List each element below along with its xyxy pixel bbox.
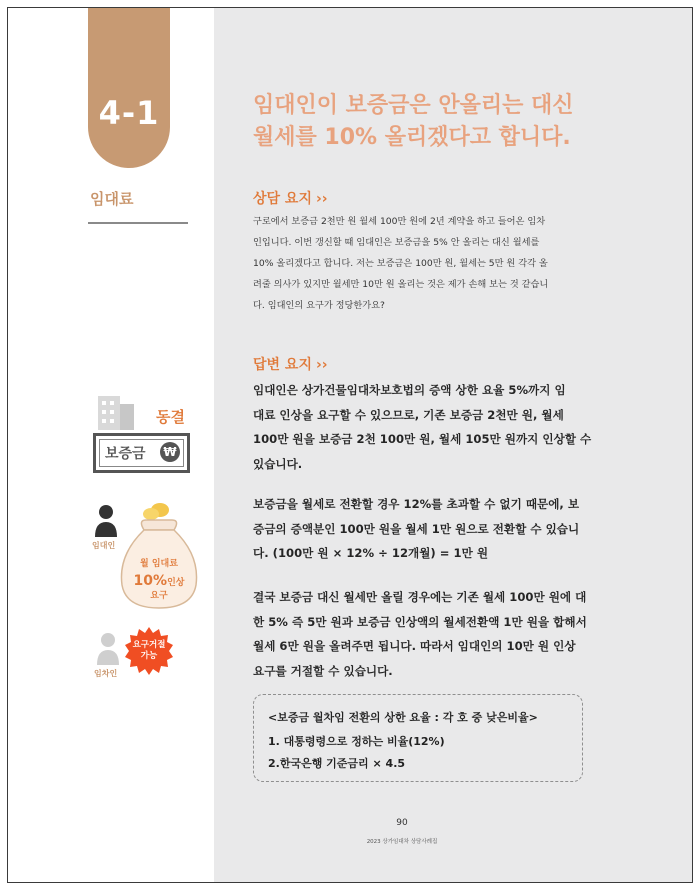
bag-label-line1: 월 임대료 xyxy=(140,559,178,569)
consult-line: 려줄 의사가 있지만 월세만 10만 원 올리는 것은 제가 손해 보는 것 같습니 xyxy=(253,279,549,290)
section-divider xyxy=(88,222,188,224)
notice-item-1: 1. 대통령령으로 정하는 비율(12%) xyxy=(268,735,445,748)
deposit-note-label: 보증금 xyxy=(105,446,146,462)
chapter-number: 4-1 xyxy=(98,94,160,132)
landlord-person-icon xyxy=(94,504,118,538)
answer-heading-text: 답변 요지 xyxy=(253,357,312,373)
bag-label-line3: 요구 xyxy=(150,591,168,601)
notice-box xyxy=(253,694,583,782)
answer-line: 있습니다. xyxy=(253,456,303,471)
answer-line: 임대인은 상가건물임대차보호법의 증액 상한 요율 5%까지 임 xyxy=(253,383,566,397)
badge-line1: 요구거절 xyxy=(132,640,166,650)
notice-item-2: 2.한국은행 기준금리 × 4.5 xyxy=(268,757,406,770)
tenant-person-icon xyxy=(96,632,120,666)
consult-line: 인입니다. 이번 갱신할 때 임대인은 보증금을 5% 안 올리는 대신 월세를 xyxy=(253,237,540,248)
answer-paragraph-1 xyxy=(253,378,593,476)
title-line1: 임대인이 보증금은 안올리는 대신 xyxy=(253,93,574,118)
consult-line: 다. 임대인의 요구가 정당한가요? xyxy=(253,300,385,311)
chapter-tab xyxy=(88,8,170,168)
answer-heading xyxy=(253,354,328,374)
consult-heading-text: 상담 요지 xyxy=(253,191,312,207)
answer-line: 결국 보증금 대신 월세만 올릴 경우에는 기존 월세 100만 원에 대 xyxy=(253,590,587,604)
title-line2: 월세를 10% 올리겠다고 합니다. xyxy=(253,125,571,150)
consult-body xyxy=(253,211,590,316)
document-page xyxy=(7,7,693,883)
badge-line2: 가능 xyxy=(140,651,158,661)
answer-paragraph-3 xyxy=(253,585,593,683)
answer-line: 100만 원을 보증금 2천 100만 원, 월세 105만 원까지 인상할 수 xyxy=(253,432,592,446)
bag-label-line2 xyxy=(116,570,202,589)
answer-line: 한 5% 즉 5만 원과 보증금 인상액의 월세전환액 1만 원을 합해서 xyxy=(253,614,587,629)
answer-paragraph-2 xyxy=(253,492,593,566)
notice-title: <보증금 월차임 전환의 상한 요율 : 각 호 중 낮은비율> xyxy=(268,711,538,724)
section-label: 임대료 xyxy=(90,190,134,208)
page-number: 90 xyxy=(396,818,408,828)
tenant-label: 임차인 xyxy=(94,669,118,678)
answer-line: 증금의 증액분인 100만 원을 월세 1만 원으로 전환할 수 있습니 xyxy=(253,521,580,536)
refusal-badge-text xyxy=(124,640,174,662)
landlord-label: 임대인 xyxy=(92,541,116,550)
bag-increase: 인상 xyxy=(167,578,185,588)
won-coin-icon: ₩ xyxy=(160,442,180,462)
answer-line: 다. (100만 원 × 12% ÷ 12개월) = 1만 원 xyxy=(253,546,489,560)
consult-line: 구로에서 보증금 2천만 원 월세 100만 원에 2년 계약을 하고 들어온 임차 xyxy=(253,216,546,227)
consult-heading xyxy=(253,188,328,208)
answer-line: 보증금을 월세로 전환할 경우 12%를 초과할 수 없기 때문에, 보 xyxy=(253,497,580,511)
consult-chevron-icon: ›› xyxy=(315,191,328,207)
answer-line: 요구를 거절할 수 있습니다. xyxy=(253,663,393,678)
consult-line: 10% 올리겠다고 합니다. 저는 보증금은 100만 원, 월세는 5만 원 각각 올 xyxy=(253,258,548,269)
book-title: 2023 상가임대차 상담사례집 xyxy=(366,839,438,845)
answer-line: 월세 6만 원을 올려주면 됩니다. 따라서 임대인의 10만 원 인상 xyxy=(253,639,576,653)
deposit-note-icon xyxy=(93,433,190,473)
freeze-label: 동결 xyxy=(156,408,185,426)
bag-percent: 10% xyxy=(133,573,168,589)
answer-line: 대료 인상을 요구할 수 있으므로, 기존 보증금 2천만 원, 월세 xyxy=(253,407,564,422)
page-title xyxy=(253,90,653,154)
answer-chevron-icon: ›› xyxy=(315,357,328,373)
